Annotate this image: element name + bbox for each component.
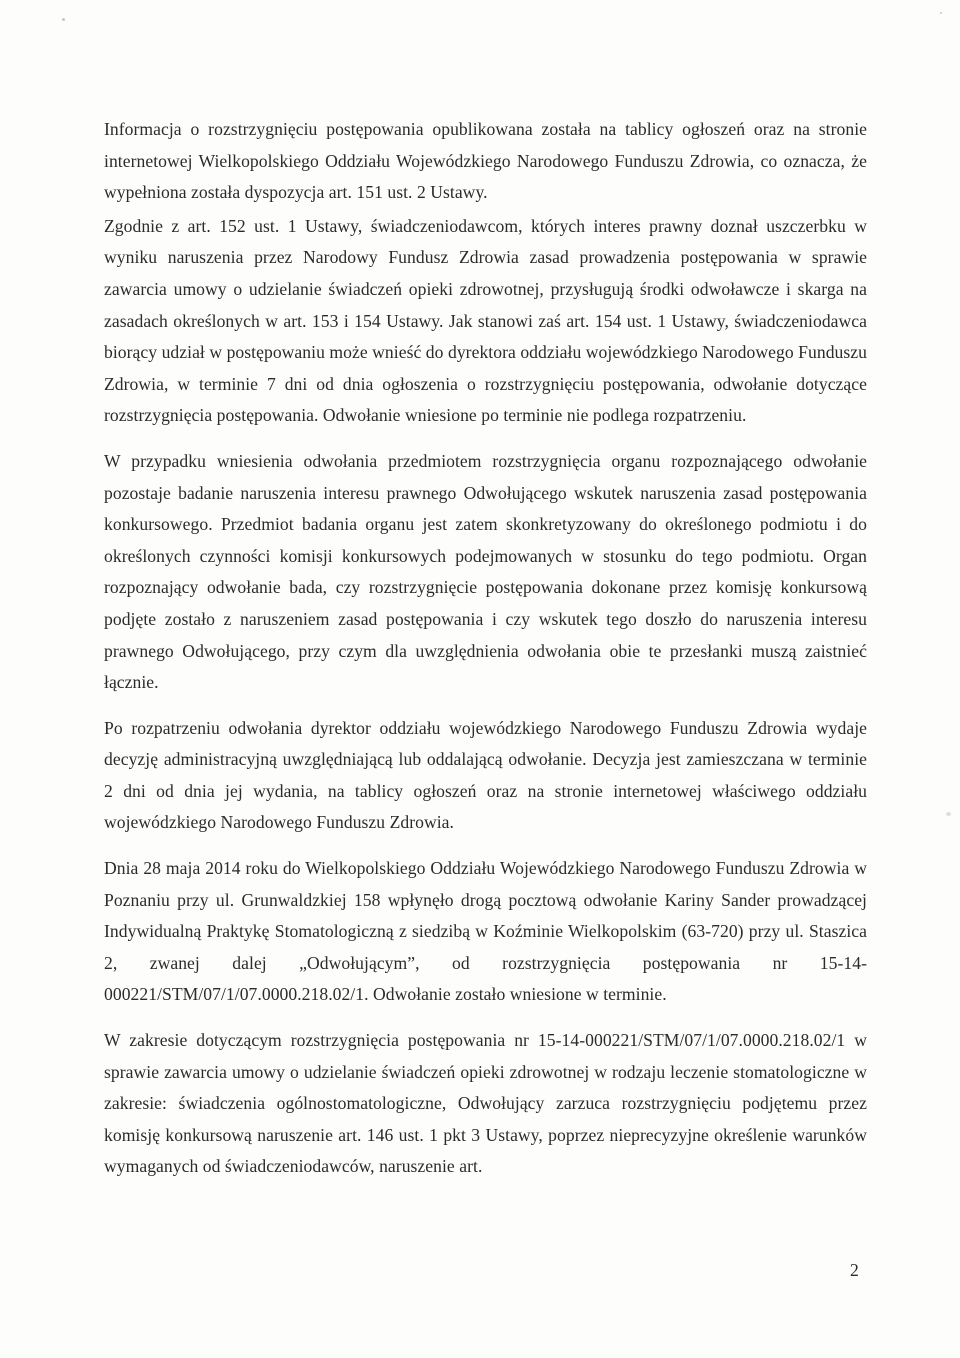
document-body xyxy=(104,114,867,1197)
paragraph-director-decision: Po rozpatrzeniu odwołania dyrektor oddziału wojewódzkiego Narodowego Funduszu Zdrowia wydaje decyzję administracyjną uwzględniającą lub oddalającą odwołanie. Decyzja jest zamieszczana w terminie 2 dni od dnia jej wydania, na tablicy ogłoszeń oraz na stronie internetowej właściwego oddziału wojewódzkiego Narodowego Funduszu Zdrowia. xyxy=(104,717,867,833)
paragraph-legal-basis: Zgodnie z art. 152 ust. 1 Ustawy, świadczeniodawcom, których interes prawny doznał uszczerbku w wyniku naruszenia przez Narodowy Fundusz Zdrowia zasad prowadzenia postępowania w sprawie zawarcia umowy o udzielanie świadczeń opieki zdrowotnej, przysługują środki odwoławcze i skarga na zasadach określonych w art. 153 i 154 Ustawy. Jak stanowi zaś art. 154 ust. 1 Ustawy, świadczeniodawca biorący udział w postępowaniu może wnieść do dyrektora oddziału wojewódzkiego Narodowego Funduszu Zdrowia, w terminie 7 dni od dnia ogłoszenia o rozstrzygnięciu postępowania, odwołanie dotyczące rozstrzygnięcia postępowania. Odwołanie wniesione po terminie nie podlega rozpatrzeniu. xyxy=(104,215,867,426)
paragraph-appeal-received: Dnia 28 maja 2014 roku do Wielkopolskiego Oddziału Wojewódzkiego Narodowego Funduszu Zdrowia w Poznaniu przy ul. Grunwaldzkiej 158 wpłynęło drogą pocztową odwołanie Kariny Sander prowadzącej Indywidualną Praktykę Stomatologiczną z siedzibą w Koźminie Wielkopolskim (63-720) przy ul. Staszica 2, zwanej dalej „Odwołującym”, od rozstrzygnięcia postępowania nr 15-14-000221/STM/07/1/07.0000.218.02/1. Odwołanie zostało wniesione w terminie. xyxy=(104,858,867,1005)
paper-speck xyxy=(946,812,951,816)
paragraph-appeal-scope: W przypadku wniesienia odwołania przedmiotem rozstrzygnięcia organu rozpoznającego odwołanie pozostaje badanie naruszenia interesu prawnego Odwołującego wskutek naruszenia zasad postępowania konkursowego. Przedmiot badania organu jest zatem skonkretyzowany do określonego podmiotu i do określonych czynności komisji konkursowych podejmowanych w stosunku do tego podmiotu. Organ rozpoznający odwołanie bada, czy rozstrzygnięcie postępowania dokonane przez komisję konkursową podjęte zostało z naruszeniem zasad postępowania i czy wskutek tego doszło do naruszenia interesu prawnego Odwołującego, przy czym dla uwzględnienia odwołania obie te przesłanki muszą zaistnieć łącznie. xyxy=(104,450,867,693)
paragraph-appeal-claims: W zakresie dotyczącym rozstrzygnięcia postępowania nr 15-14-000221/STM/07/1/07.0000.218.02/1 w sprawie zawarcia umowy o udzielanie świadczeń opieki zdrowotnej w rodzaju leczenie stomatologiczne w zakresie: świadczenia ogólnostomatologiczne, Odwołujący zarzuca rozstrzygnięciu podjętemu przez komisję konkursową naruszenie art. 146 ust. 1 pkt 3 Ustawy, poprzez nieprecyzyjne określenie warunków wymaganych od świadczeniodawców, naruszenie art. xyxy=(104,1030,867,1177)
paper-speck xyxy=(62,18,65,21)
paper-speck xyxy=(940,12,942,14)
page-number: 2 xyxy=(850,1260,859,1280)
paragraph-publication-info: Informacja o rozstrzygnięciu postępowania opublikowana została na tablicy ogłoszeń oraz na stronie internetowej Wielkopolskiego Oddziału Wojewódzkiego Narodowego Funduszu Zdrowia, co oznacza, że wypełniona została dyspozycja art. 151 ust. 2 Ustawy. xyxy=(104,119,867,203)
